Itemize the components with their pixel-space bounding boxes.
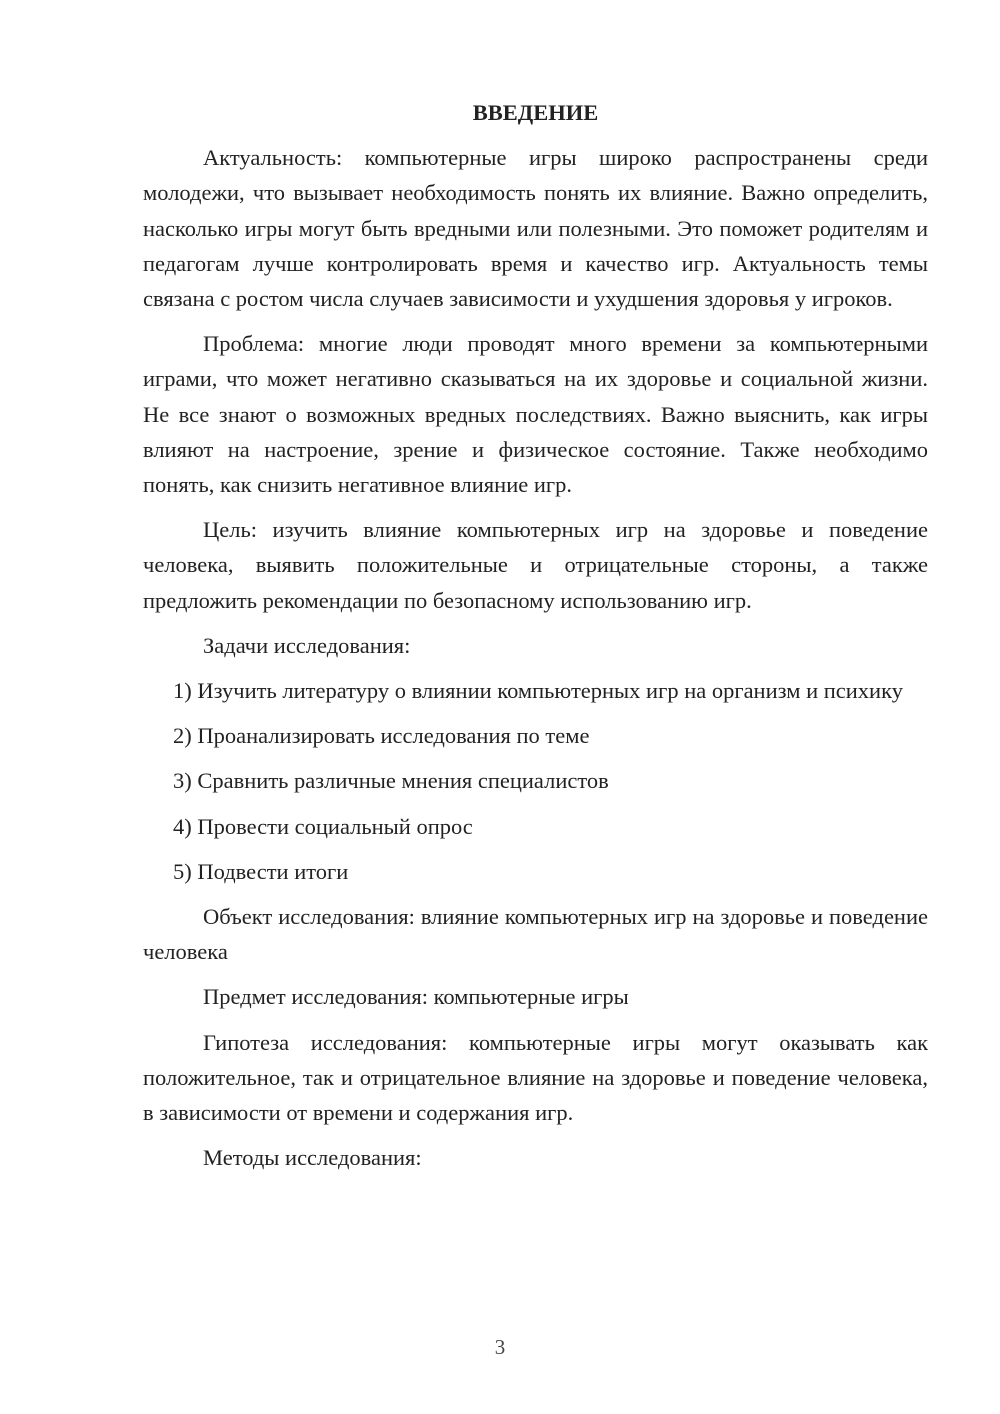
object-paragraph: Объект исследования: влияние компьютерных игр на здоровье и поведение человека [143, 904, 928, 965]
task-item: 2) Проанализировать исследования по теме [173, 723, 590, 749]
page-number: 3 [494, 1335, 506, 1359]
goal-paragraph: Цель: изучить влияние компьютерных игр на здоровье и поведение человека, выявить положительные и отрицательные стороны, а также предложить рекомендации по безопасному использованию игр. [143, 517, 928, 613]
task-item: 3) Сравнить различные мнения специалистов [173, 768, 609, 794]
methods-heading: Методы исследования: [203, 1145, 422, 1171]
task-item: 5) Подвести итоги [173, 858, 349, 884]
section-title: ВВЕДЕНИЕ [472, 100, 599, 125]
task-item: 4) Провести социальный опрос [173, 813, 473, 839]
page-content [143, 95, 928, 1185]
problem-paragraph: Проблема: многие люди проводят много времени за компьютерными играми, что может негативно сказываться на их здоровье и социальной жизни. Не все знают о возможных вредных последствиях. Важно выяснить, как игры влияют на настроение, зрение и физическое состояние. Также необходимо понять, как снизить негативное влияние игр. [143, 331, 928, 498]
tasks-heading: Задачи исследования: [203, 632, 411, 658]
subject-paragraph: Предмет исследования: компьютерные игры [203, 984, 629, 1010]
hypothesis-paragraph: Гипотеза исследования: компьютерные игры могут оказывать как положительное, так и отрицательное влияние на здоровье и поведение человека, в зависимости от времени и содержания игр. [143, 1029, 928, 1126]
relevance-paragraph: Актуальность: компьютерные игры широко распространены среди молодежи, что вызывает необходимость понять их влияние. Важно определить, насколько игры могут быть вредными или полезными. Это поможет родителям и педагогам лучше контролировать время и качество игр. Актуальность темы связана с ростом числа случаев зависимости и ухудшения здоровья у игроков. [143, 145, 928, 312]
tasks-list [143, 673, 928, 889]
task-item: 1) Изучить литературу о влиянии компьютерных игр на организм и психику [173, 678, 903, 704]
